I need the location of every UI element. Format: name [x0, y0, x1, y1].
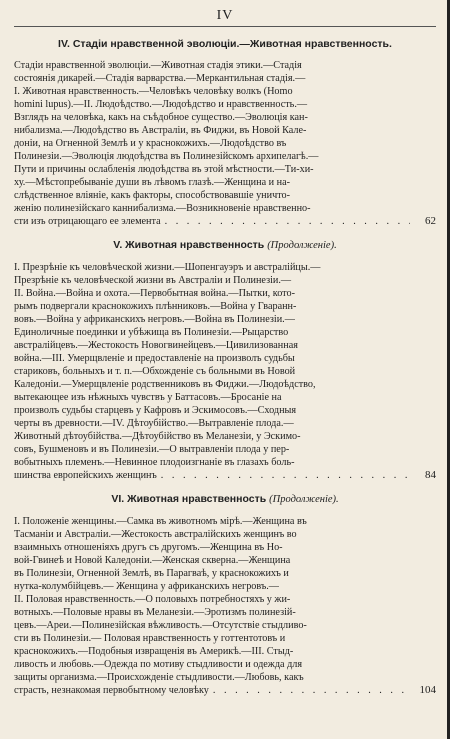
contents-line: Единоличные поединки и убѣжища въ Полинезіи.—Рыцарство — [14, 327, 289, 338]
contents-line: вой-Гвинеѣ и Новой Каледоніи.—Женская скверна.—Женщина — [14, 555, 291, 566]
contents-line: страсть, незнакомая первобытному человѣку — [14, 685, 209, 696]
contents-last-line — [14, 469, 436, 482]
section-title-main: IV. Стадіи нравственной эволюціи.—Животная нравственность. — [58, 38, 392, 50]
page-header: IV — [216, 8, 234, 23]
contents-line: вобытныхъ племенъ.—Невинное плодоизгнаніе въ глазахъ боль- — [14, 457, 295, 468]
section-iv — [14, 37, 436, 228]
page-number: 62 — [425, 215, 436, 227]
dot-leader — [213, 684, 410, 697]
contents-line: австралійцевъ.—Жестокость Новогвинейцевъ.—Цивилизованная — [14, 340, 298, 351]
contents-line: ливость и любовь.—Одежда по мотиву стыдливости и одежда для — [14, 659, 303, 670]
contents-line: Пути и причины ослабленія людоѣдства въ этой мѣстности.—Ти-хи- — [14, 164, 314, 175]
contents-line: Взглядъ на человѣка, какъ на съѣдобное существо.—Эволюція кан- — [14, 112, 308, 123]
contents-line: доніи, на Огненной Землѣ и у краснокожихъ.—Людоѣдство въ — [14, 138, 287, 149]
contents-line: слѣдственное вліяніе, какъ факторы, способствовавшіе уничто- — [14, 190, 290, 201]
section-v — [14, 238, 436, 482]
contents-line: вотныхъ.—Половые нравы въ Меланезіи.—Эротизмъ полинезій- — [14, 607, 296, 618]
section-title-sub: (Продолженіе). — [269, 494, 339, 505]
section-contents — [14, 261, 436, 482]
contents-line: цевъ.—Ареи.—Полинезійская вѣжливость.—Отсутствіе стыдливо- — [14, 620, 307, 631]
section-title — [14, 37, 436, 51]
contents-line: въ Полинезіи, Огненной Землѣ, въ Парагваѣ, у краснокожихъ и — [14, 568, 289, 579]
contents-line: состоянія дикарей.—Стадія варварства.—Меркантильная стадія.— — [14, 73, 306, 84]
section-title-sub: (Продолженіе). — [267, 240, 337, 251]
contents-line: взаимныхъ отношеніяхъ другъ съ другомъ.—Женщина въ Но- — [14, 542, 283, 553]
contents-line: произволъ судьбы старцевъ у Кафровъ и Эскимосовъ.—Сходныя — [14, 405, 297, 416]
contents-line: Полинезіи.—Эволюція людоѣдства въ Полинезійскомъ архипелагѣ.— — [14, 151, 319, 162]
section-vi — [14, 492, 436, 697]
contents-line: Тасманіи и Австраліи.—Жестокость австралійскихъ женщинъ во — [14, 529, 297, 540]
contents-line: ху.—Мѣстопребываніе души въ лѣвомъ глазѣ.—Женщина и на- — [14, 177, 291, 188]
contents-line: сти изъ отрицающаго ее элемента — [14, 216, 161, 227]
contents-line: вытекающее изъ нѣжныхъ чувствъ у Баттасовъ.—Бросаніе на — [14, 392, 282, 403]
contents-line: нутка-колумбійцевъ.— Женщина у африканскихъ негровъ.— — [14, 581, 279, 592]
contents-line: Животный дѣтоубійства.—Дѣтоубійство въ Меланезіи, у Эскимо- — [14, 431, 301, 442]
contents-line: homini lupus).—II. Людоѣдство.—Людоѣдство и нравственность.— — [14, 99, 308, 110]
section-contents — [14, 515, 436, 697]
contents-line: Стадіи нравственной эволюціи.—Животная стадія этики.—Стадія — [14, 60, 302, 71]
contents-line: I. Животная нравственность.—Человѣкъ человѣку волкъ (Homo — [14, 86, 293, 97]
contents-line: война.—III. Умерщвленіе и предоставленіе на произволъ судьбы — [14, 353, 295, 364]
contents-last-line — [14, 684, 436, 697]
contents-line: II. Война.—Война и охота.—Первобытная война.—Пытки, кото- — [14, 288, 295, 299]
contents-line: Презрѣніе къ человѣческой жизни въ Австраліи и Полинезіи.— — [14, 275, 292, 286]
section-contents — [14, 59, 436, 228]
contents-line: черты въ древности.—IV. Дѣтоубійство.—Вытравленіе плода.— — [14, 418, 294, 429]
section-title — [14, 238, 436, 253]
contents-line: Каледоніи.—Умерщвленіе родственниковъ въ Фиджи.—Людоѣдство, — [14, 379, 316, 390]
page-number: 84 — [425, 469, 436, 481]
contents-line: рымъ подвергали краснокожихъ плѣнниковъ.—Война у Гваранн- — [14, 301, 297, 312]
contents-line: нибализма.—Людоѣдство въ Австраліи, въ Фиджи, въ Новой Кале- — [14, 125, 307, 136]
contents-line: вовъ.—Война у африканскихъ негровъ.—Война въ Полинезіи.— — [14, 314, 295, 325]
contents-line: совъ, Бушменовъ и въ Полинезіи.—О вытравленіи плода у пер- — [14, 444, 290, 455]
contents-line: I. Положеніе женщины.—Самка въ животномъ мірѣ.—Женщина въ — [14, 516, 307, 527]
contents-line: II. Половая нравственность.—О половыхъ потребностяхъ у жи- — [14, 594, 291, 605]
dot-leader — [161, 469, 410, 482]
contents-line: сти въ Полинезіи.— Половая нравственность у готтентотовъ и — [14, 633, 286, 644]
contents-line: защиты организма.—Происхожденіе стыдливости.—Любовь, какъ — [14, 672, 304, 683]
section-title-main: V. Животная нравственность — [113, 239, 265, 251]
page-number: 104 — [419, 684, 436, 696]
header-rule — [14, 26, 436, 27]
contents-line: стариковъ, больныхъ и т. п.—Обхожденіе съ больными въ Новой — [14, 366, 296, 377]
contents-line: краснокожихъ.—Подобныя извращенія въ Америкѣ.—III. Стыд- — [14, 646, 294, 657]
section-title — [14, 492, 436, 507]
contents-line: женію полинезійскаго каннибализма.—Возникновеніе нравственно- — [14, 203, 311, 214]
contents-line: шинства европейскихъ женщинъ — [14, 470, 157, 481]
contents-last-line — [14, 215, 436, 228]
dot-leader — [165, 215, 410, 228]
section-title-main: VI. Животная нравственность — [111, 493, 267, 505]
contents-line: I. Презрѣніе къ человѣческой жизни.—Шопенгауэръ и австралійцы.— — [14, 262, 321, 273]
